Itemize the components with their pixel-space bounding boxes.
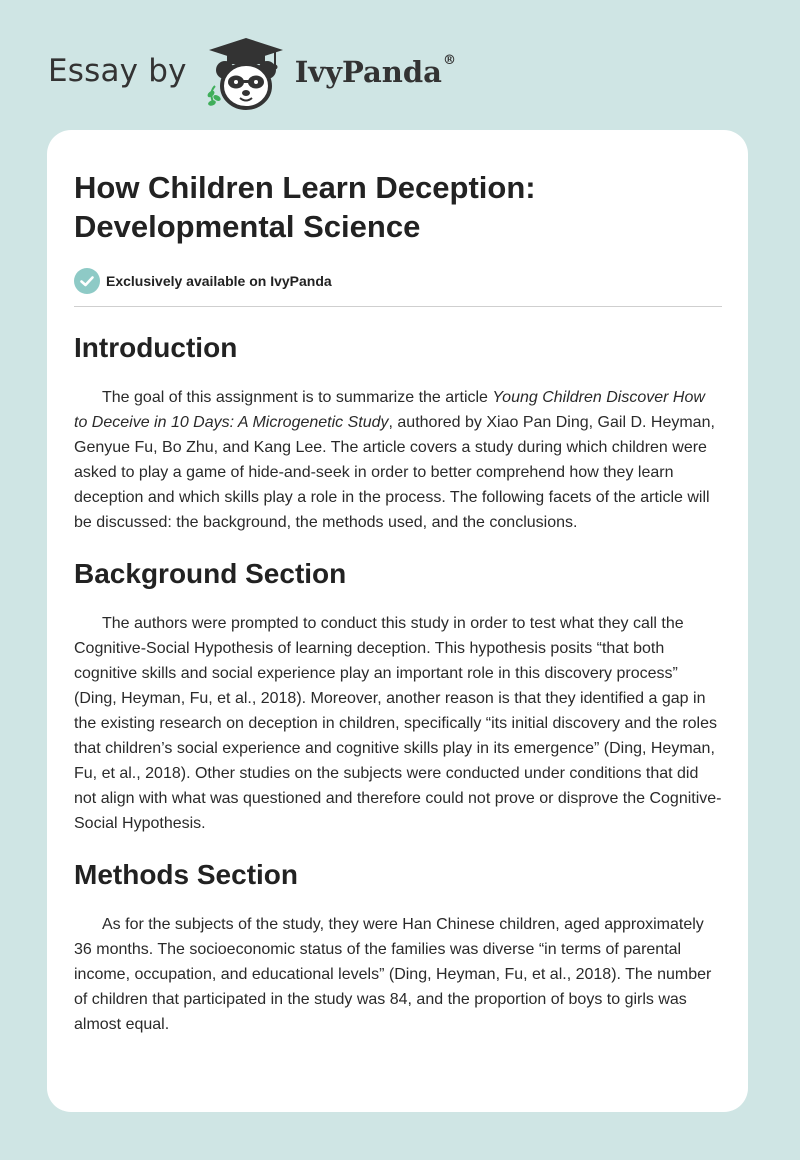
section-introduction bbox=[74, 331, 722, 535]
essay-card bbox=[47, 130, 748, 1112]
article-title-citation: Young Children Discover How to Deceive in 10 Days: A Microgenetic Study bbox=[74, 389, 705, 431]
section-heading: Methods Section bbox=[74, 859, 299, 890]
section-background bbox=[74, 557, 722, 836]
essay-title: How Children Learn Deception: Developmental Science bbox=[74, 170, 536, 244]
site-header bbox=[48, 34, 456, 114]
exclusive-badge-label: Exclusively available on IvyPanda bbox=[106, 273, 332, 289]
section-heading: Background Section bbox=[74, 558, 347, 589]
section-paragraph: As for the subjects of the study, they were Han Chinese children, aged approximately 36 months. The socioeconomic status of the families was diverse “in terms of parental income, occupation, and educational levels” (Ding, Heyman, Fu, et al., 2018). The number of children that participated in the study was 84, and the proportion of boys to girls was almost equal. bbox=[74, 916, 712, 1033]
check-circle-icon bbox=[74, 268, 100, 294]
panda-graduate-logo-icon bbox=[203, 36, 289, 112]
section-paragraph: The authors were prompted to conduct this study in order to test what they call the Cognitive-Social Hypothesis of learning deception. This hypothesis posits “that both cognitive skills and social experience play an important role in this discovery process” (Ding, Heyman, Fu, et al., 2018). Moreover, another reason is that they identified a gap in the existing research on deception in children, specifically “its initial discovery and the roles that children’s social experience and cognitive skills play in its emergence” (Ding, Heyman, Fu, et al., 2018). Other studies on the subjects were conducted under conditions that did not align with what was questioned and therefore could not prove or disprove the Cognitive-Social Hypothesis. bbox=[74, 615, 722, 832]
brand-prefix: Essay by bbox=[48, 53, 187, 89]
exclusive-badge bbox=[74, 268, 722, 294]
title-divider bbox=[74, 306, 722, 307]
brand-name: IvyPanda® bbox=[294, 53, 456, 89]
section-methods bbox=[74, 858, 722, 1037]
section-heading: Introduction bbox=[74, 332, 238, 363]
section-paragraph: The goal of this assignment is to summarize the article Young Children Discover How to Deceive in 10 Days: A Microgenetic Study, authored by Xiao Pan Ding, Gail D. Heyman, Genyue Fu, Bo Zhu, and Kang Lee. The article covers a study during which children were asked to play a game of hide-and-seek in order to better comprehend how they learn deception and which skills play a role in the process. The following facets of the article will be discussed: the background, the methods used, and the conclusions. bbox=[74, 389, 715, 531]
registered-mark: ® bbox=[442, 53, 456, 68]
